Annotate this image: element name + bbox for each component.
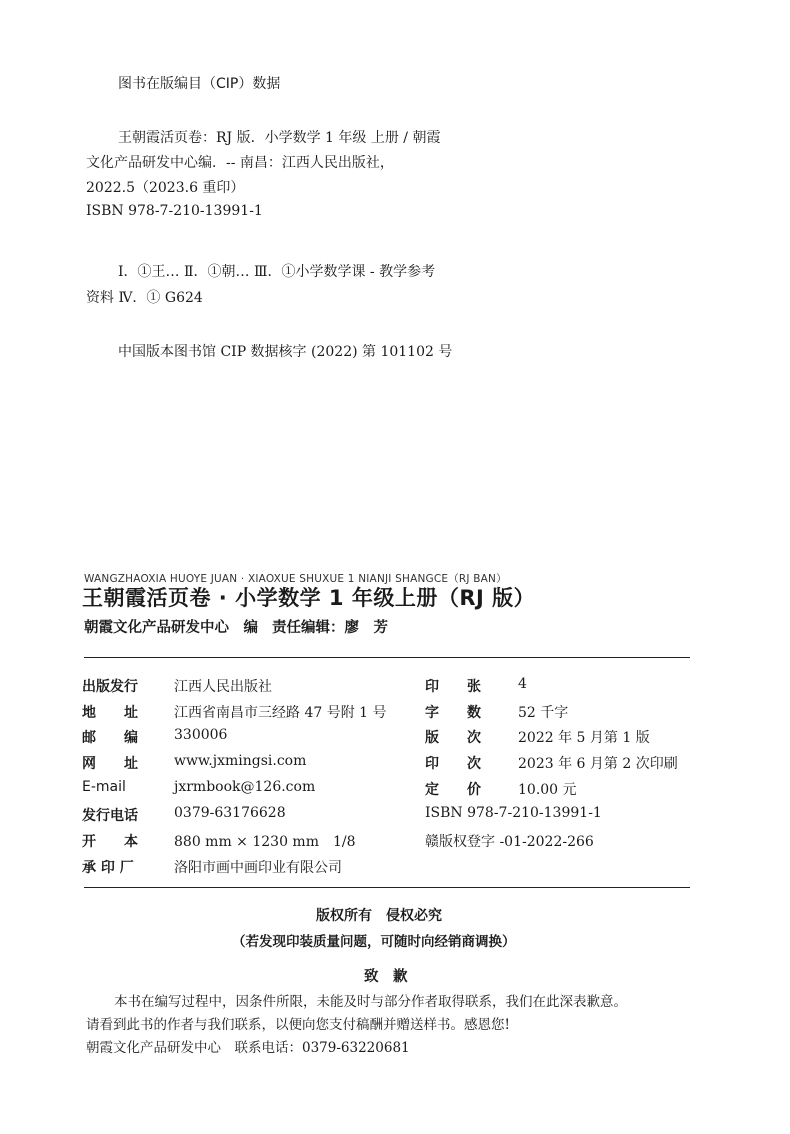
pub-value: 江西省南昌市三经路 47 号附 1 号 — [174, 705, 387, 721]
cip-heading: 图书在版编目（CIP）数据 — [118, 76, 281, 92]
apology-body: 请看到此书的作者与我们联系，以便向您支付稿酬并赠送样书。感恩您! — [86, 1017, 510, 1033]
pub-label: 定 价 — [425, 782, 481, 798]
pub-value: 880 mm × 1230 mm 1/8 — [174, 834, 356, 850]
pub-value: 江西人民出版社 — [174, 679, 272, 695]
pub-label: 版 次 — [425, 730, 481, 746]
pub-label: 印 次 — [425, 756, 481, 772]
pub-label: 出版发行 — [82, 679, 138, 695]
pub-value: 4 — [518, 676, 527, 692]
divider-top — [84, 657, 690, 658]
editor: 朝霞文化产品研发中心 编 — [84, 620, 258, 636]
pub-value: 52 千字 — [518, 705, 569, 721]
pub-label: 承 印 厂 — [82, 860, 134, 876]
cip-data-number: 中国版本图书馆 CIP 数据核字 (2022) 第 101102 号 — [118, 344, 453, 360]
pub-value: jxrmbook@126.com — [174, 779, 316, 795]
isbn: ISBN 978-7-210-13991-1 — [425, 805, 602, 821]
pub-label: E-mail — [82, 779, 126, 795]
pub-label: 发行电话 — [82, 808, 138, 824]
pub-value: 2022 年 5 月第 1 版 — [518, 730, 650, 746]
pub-label: 印 张 — [425, 679, 481, 695]
pub-value: www.jxmingsi.com — [174, 753, 307, 769]
pub-value: 10.00 元 — [518, 782, 577, 798]
copyright-registration: 赣版权登字 -01-2022-266 — [425, 834, 594, 850]
apology-body: 本书在编写过程中，因条件所限，未能及时与部分作者取得联系，我们在此深表歉意。 — [114, 994, 627, 1010]
book-pinyin: WANGZHAOXIA HUOYE JUAN · XIAOXUE SHUXUE 1 NIANJI SHANGCE（RJ BAN） — [84, 573, 507, 585]
divider-bottom — [84, 887, 690, 888]
pub-label: 邮 编 — [82, 730, 138, 746]
cip-line: Ⅰ．①王… Ⅱ．①朝… Ⅲ．①小学数学课 - 教学参考 — [118, 264, 436, 280]
pub-label: 字 数 — [425, 705, 481, 721]
rights-notice: 版权所有 侵权必究 — [316, 908, 442, 924]
quality-notice: （若发现印装质量问题，可随时向经销商调换） — [232, 934, 516, 950]
responsible-editor: 责任编辑：廖 芳 — [272, 620, 388, 636]
cip-line: 王朝霞活页卷：RJ 版．小学数学 1 年级 上册 / 朝霞 — [118, 130, 441, 146]
apology-title: 致 歉 — [364, 969, 408, 985]
editor-line — [84, 616, 388, 637]
cip-line: 2022.5（2023.6 重印） — [86, 180, 245, 196]
pub-value: 洛阳市画中画印业有限公司 — [174, 860, 342, 876]
book-title: 王朝霞活页卷 · 小学数学 1 年级上册（RJ 版） — [82, 586, 536, 610]
cip-line: 文化产品研发中心编．-- 南昌：江西人民出版社， — [86, 155, 394, 171]
cip-line: 资料 Ⅳ．① G624 — [86, 290, 203, 306]
apology-contact: 朝霞文化产品研发中心 联系电话：0379-63220681 — [86, 1040, 410, 1056]
pub-value: 2023 年 6 月第 2 次印刷 — [518, 756, 678, 772]
pub-value: 0379-63176628 — [174, 805, 286, 821]
cip-line: ISBN 978-7-210-13991-1 — [86, 203, 263, 219]
pub-value: 330006 — [174, 727, 228, 743]
pub-label: 网 址 — [82, 756, 138, 772]
pub-label: 开 本 — [82, 834, 138, 850]
pub-label: 地 址 — [82, 705, 138, 721]
